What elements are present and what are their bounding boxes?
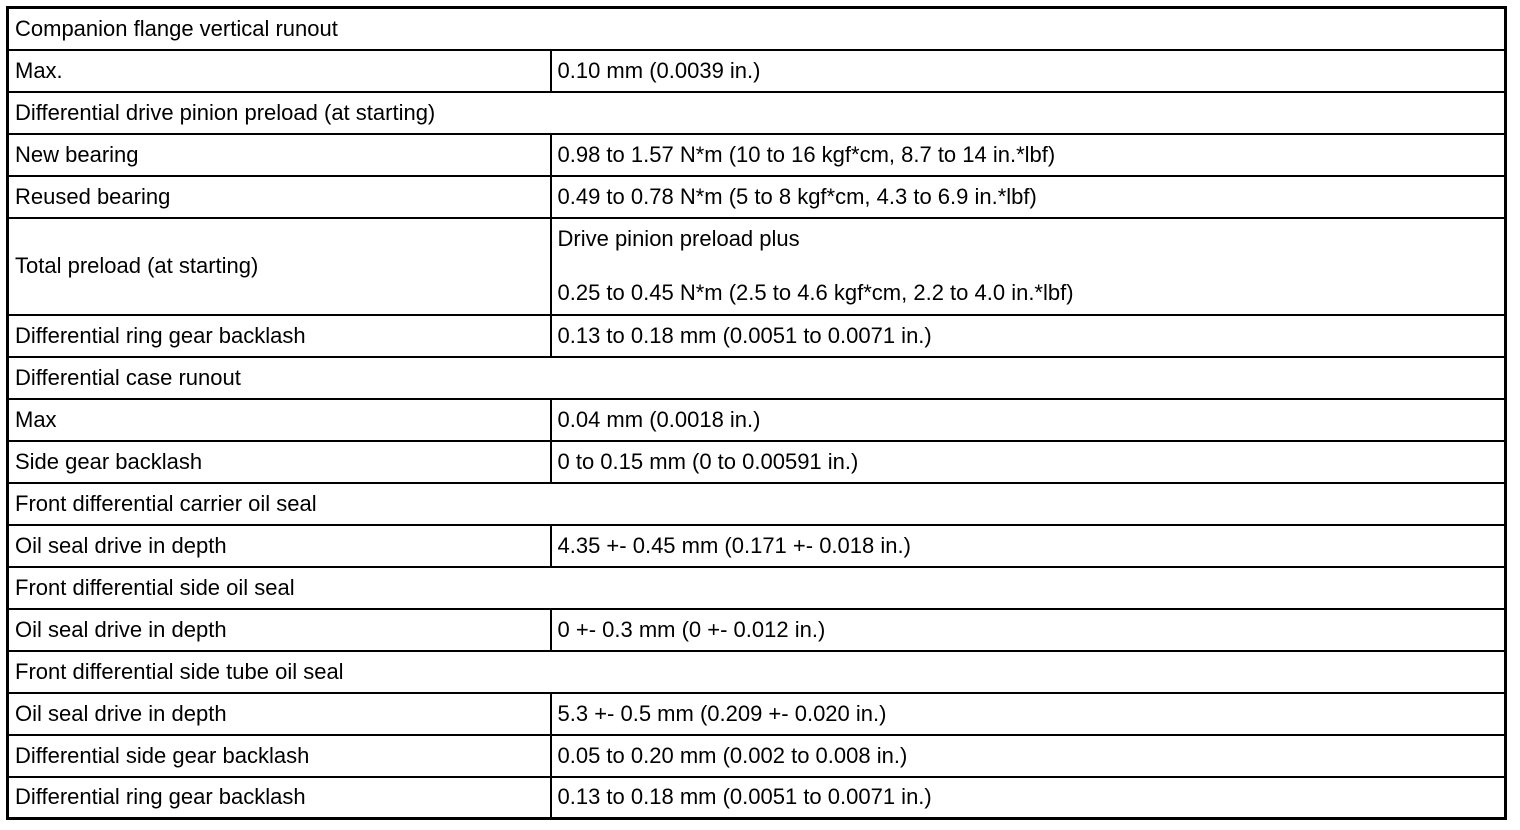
section-row bbox=[8, 483, 1506, 525]
section-row bbox=[8, 357, 1506, 399]
spec-value-multiline bbox=[551, 218, 1506, 315]
spec-label: Side gear backlash bbox=[8, 441, 551, 483]
section-row bbox=[8, 651, 1506, 693]
spec-label: Max. bbox=[8, 50, 551, 92]
spec-label: Total preload (at starting) bbox=[8, 218, 551, 315]
section-heading: Differential drive pinion preload (at starting) bbox=[8, 92, 1506, 134]
section-row bbox=[8, 92, 1506, 134]
spec-row bbox=[8, 609, 1506, 651]
spec-row bbox=[8, 50, 1506, 92]
spec-value: 0.04 mm (0.0018 in.) bbox=[551, 399, 1506, 441]
spec-value: 5.3 +- 0.5 mm (0.209 +- 0.020 in.) bbox=[551, 693, 1506, 735]
section-heading: Differential case runout bbox=[8, 357, 1506, 399]
spec-value: 0.49 to 0.78 N*m (5 to 8 kgf*cm, 4.3 to 6.9 in.*lbf) bbox=[551, 176, 1506, 218]
spec-value: 0.13 to 0.18 mm (0.0051 to 0.0071 in.) bbox=[551, 315, 1506, 357]
spec-label: New bearing bbox=[8, 134, 551, 176]
spec-value: 4.35 +- 0.45 mm (0.171 +- 0.018 in.) bbox=[551, 525, 1506, 567]
spec-value: 0.05 to 0.20 mm (0.002 to 0.008 in.) bbox=[551, 735, 1506, 777]
spec-row bbox=[8, 315, 1506, 357]
spec-row bbox=[8, 777, 1506, 819]
spec-row bbox=[8, 735, 1506, 777]
spec-label: Differential side gear backlash bbox=[8, 735, 551, 777]
spec-label: Reused bearing bbox=[8, 176, 551, 218]
section-heading: Front differential carrier oil seal bbox=[8, 483, 1506, 525]
spec-label: Oil seal drive in depth bbox=[8, 609, 551, 651]
spec-row bbox=[8, 134, 1506, 176]
spec-label: Differential ring gear backlash bbox=[8, 315, 551, 357]
spec-value: 0.13 to 0.18 mm (0.0051 to 0.0071 in.) bbox=[551, 777, 1506, 819]
spec-value-line: 0.25 to 0.45 N*m (2.5 to 4.6 kgf*cm, 2.2 to 4.0 in.*lbf) bbox=[557, 280, 1074, 305]
spec-label: Oil seal drive in depth bbox=[8, 693, 551, 735]
section-heading: Front differential side tube oil seal bbox=[8, 651, 1506, 693]
section-row bbox=[8, 567, 1506, 609]
section-heading: Front differential side oil seal bbox=[8, 567, 1506, 609]
spec-row bbox=[8, 525, 1506, 567]
spec-label: Max bbox=[8, 399, 551, 441]
spec-label: Oil seal drive in depth bbox=[8, 525, 551, 567]
spec-value: 0.10 mm (0.0039 in.) bbox=[551, 50, 1506, 92]
section-heading: Companion flange vertical runout bbox=[8, 8, 1506, 50]
spec-row bbox=[8, 218, 1506, 315]
spec-row bbox=[8, 176, 1506, 218]
section-row bbox=[8, 8, 1506, 50]
spec-value: 0.98 to 1.57 N*m (10 to 16 kgf*cm, 8.7 to 14 in.*lbf) bbox=[551, 134, 1506, 176]
spec-row bbox=[8, 693, 1506, 735]
spec-value: 0 to 0.15 mm (0 to 0.00591 in.) bbox=[551, 441, 1506, 483]
specification-table bbox=[6, 6, 1507, 820]
spec-value: 0 +- 0.3 mm (0 +- 0.012 in.) bbox=[551, 609, 1506, 651]
spec-value-line: Drive pinion preload plus bbox=[557, 226, 800, 251]
spec-label: Differential ring gear backlash bbox=[8, 777, 551, 819]
spec-row bbox=[8, 441, 1506, 483]
spec-row bbox=[8, 399, 1506, 441]
